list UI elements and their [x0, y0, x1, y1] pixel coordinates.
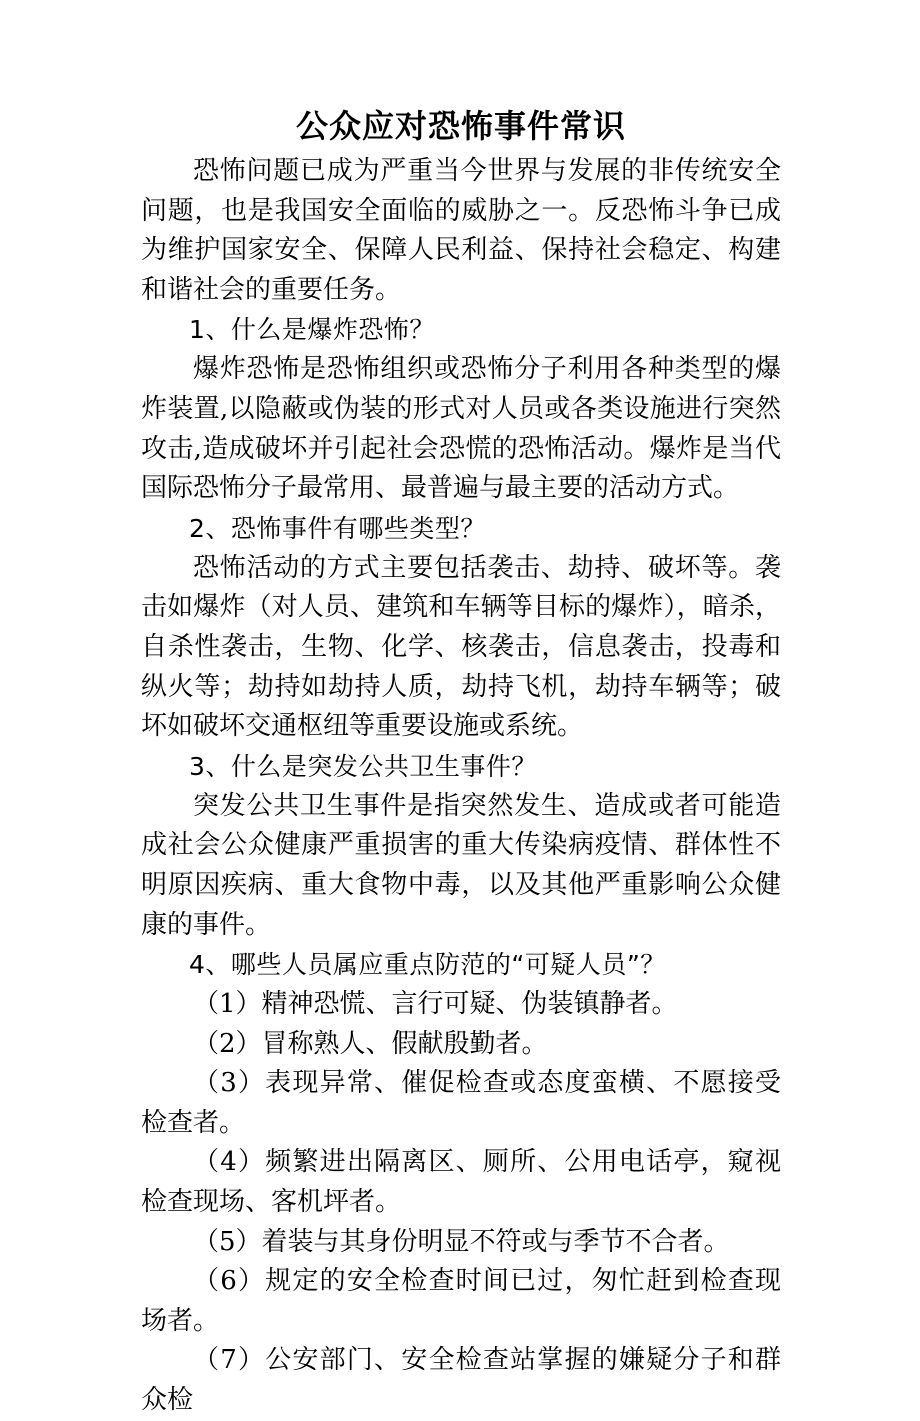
list-item-4: （4）频繁进出隔离区、厕所、公用电话亭，窥视检查现场、客机坪者。 [141, 1147, 781, 1218]
list-item-7: （7）公安部门、安全检查站掌握的嫌疑分子和群众检 [141, 1345, 781, 1416]
list-item-6: （6）规定的安全检查时间已过，匆忙赶到检查现场者。 [141, 1266, 781, 1336]
list-item-2: （2）冒称熟人、假献殷勤者。 [193, 1028, 548, 1059]
section-body-1: 爆炸恐怖是恐怖组织或恐怖分子利用各种类型的爆炸装置,以隐蔽或伪装的形式对人员或各类设施进行突然攻击,造成破坏并引起社会恐慌的恐怖活动。爆炸是当代国际恐怖分子最常用、最普遍与最主要的活动方式。 [141, 354, 781, 504]
section-heading-4: 4、哪些人员属应重点防范的“可疑人员”？ [189, 950, 666, 980]
section-heading-2: 2、恐怖事件有哪些类型？ [189, 513, 486, 543]
list-item-5: （5）着装与其身份明显不符或与季节不合者。 [193, 1226, 730, 1257]
intro-paragraph: 恐怖问题已成为严重当今世界与发展的非传统安全问题，也是我国安全面临的威胁之一。反恐怖斗争已成为维护国家安全、保障人民利益、保持社会稳定、构建和谐社会的重要任务。 [141, 156, 781, 305]
document-title: 公众应对恐怖事件常识 [295, 107, 626, 145]
section-body-3: 突发公共卫生事件是指突然发生、造成或者可能造成社会公众健康严重损害的重大传染病疫情、群体性不明原因疾病、重大食物中毒，以及其他严重影响公众健康的事件。 [141, 790, 781, 940]
list-item-1: （1）精神恐慌、言行可疑、伪装镇静者。 [193, 989, 678, 1020]
section-heading-1: 1、什么是爆炸恐怖？ [189, 315, 435, 345]
list-item-3: （3）表现异常、催促检查或态度蛮横、不愿接受检查者。 [141, 1068, 781, 1138]
document-page [141, 100, 781, 1421]
section-heading-3: 3、什么是突发公共卫生事件？ [189, 751, 537, 781]
section-body-2: 恐怖活动的方式主要包括袭击、劫持、破坏等。袭击如爆炸（对人员、建筑和车辆等目标的爆炸），暗杀，自杀性袭击，生物、化学、核袭击，信息袭击，投毒和纵火等；劫持如劫持人质，劫持飞机，劫持车辆等；破坏如破坏交通枢纽等重要设施或系统。 [141, 552, 781, 742]
